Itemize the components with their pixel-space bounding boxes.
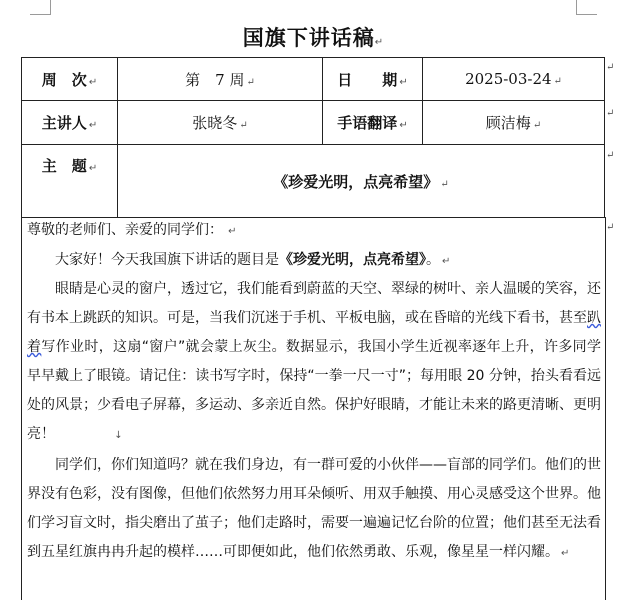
cell-mark-icon: ↵ [88, 163, 98, 174]
eye-care-paragraph: 眼睛是心灵的窗户，透过它，我们能看到蔚蓝的天空、翠绿的树叶、亲人温暖的笑容，还有书本上跳跃的知识。可是，当我们沉迷于手机、平板电脑，或在昏暗的光线下看书，甚至趴着写作业时，这扇“窗户”就会蒙上灰尘。数据显示，我国小学生近视率逐年上升，许多同学早早戴上了眼镜。请记住：读书写字时，保持“一拳一尺一寸”；每用眼 20 分钟，抬头看看远处的风景；少看电子屏幕，多运动、多亲近自然。保护好眼睛，才能让未来的路更清晰、更明亮！ ↓ [27, 281, 601, 442]
row-end-mark-icon: ↵ [606, 150, 615, 161]
speaker-label-cell: 主讲人 ↵ [22, 101, 118, 145]
cell-mark-icon: ↵ [440, 178, 449, 190]
cell-mark-icon: ↵ [88, 120, 98, 131]
cell-mark-icon: ↵ [399, 76, 408, 88]
week-label-cell: 周 次 ↵ [22, 58, 118, 101]
paragraph-mark-icon: ↵ [374, 37, 385, 48]
sign-label-cell: 手语翻译 ↵ [323, 101, 423, 145]
paragraph-mark-icon: ↵ [442, 256, 451, 267]
theme-label-cell: 主 题 ↵ [22, 145, 118, 218]
document-title [0, 22, 627, 52]
speaker-value-cell: 张晓冬 ↵ [118, 101, 323, 145]
cell-mark-icon: ↵ [532, 120, 542, 131]
paragraph-mark-icon: ↓ [57, 430, 123, 441]
greeting-paragraph: 尊敬的老师们、亲爱的同学们： ↵ [27, 222, 237, 238]
info-row-week-date [22, 58, 605, 101]
cell-mark-icon: ↵ [553, 76, 562, 87]
page-corner-mark-left [30, 0, 51, 15]
cell-mark-icon: ↵ [246, 76, 255, 88]
intro-paragraph: 大家好！今天我国旗下讲话的题目是《珍爱光明，点亮希望》。 ↵ [55, 252, 451, 268]
row-end-mark-icon: ↵ [606, 108, 615, 119]
paragraph-mark-icon: ↵ [561, 548, 570, 559]
info-row-speaker-sign [22, 101, 605, 145]
title-text: 国旗下讲话稿 [242, 26, 375, 50]
date-label-cell: 日 期 ↵ [323, 58, 423, 101]
sign-value-cell: 顾洁梅 ↵ [423, 101, 605, 145]
cell-mark-icon: ↵ [399, 120, 408, 131]
info-table [21, 57, 605, 218]
cell-mark-icon: ↵ [239, 120, 248, 131]
paragraph-mark-icon: ↵ [225, 226, 237, 237]
theme-value-cell: 《珍爱光明，点亮希望》 ↵ [118, 145, 605, 218]
date-value-cell: 2025-03-24 ↵ [423, 58, 605, 101]
blind-students-paragraph: 同学们，你们知道吗？就在我们身边，有一群可爱的小伙伴——盲部的同学们。他们的世界没有色彩，没有图像，但他们依然努力用耳朵倾听、用双手触摸、用心灵感受这个世界。他们学习盲文时，指尖磨出了茧子；他们走路时，需要一遍遍记忆台阶的位置；他们甚至无法看到五星红旗冉冉升起的模样……可即便如此，他们依然勇敢、乐观，像星星一样闪耀。 ↵ [27, 457, 601, 560]
cell-mark-icon: ↵ [88, 76, 98, 88]
week-value-cell: 第 7 周 ↵ [118, 58, 323, 101]
info-row-theme [22, 145, 605, 218]
spellcheck-underline: 趴着 [27, 310, 601, 355]
page-corner-mark-right [576, 0, 597, 15]
row-end-mark-icon: ↵ [606, 222, 615, 233]
row-end-mark-icon: ↵ [606, 62, 615, 73]
